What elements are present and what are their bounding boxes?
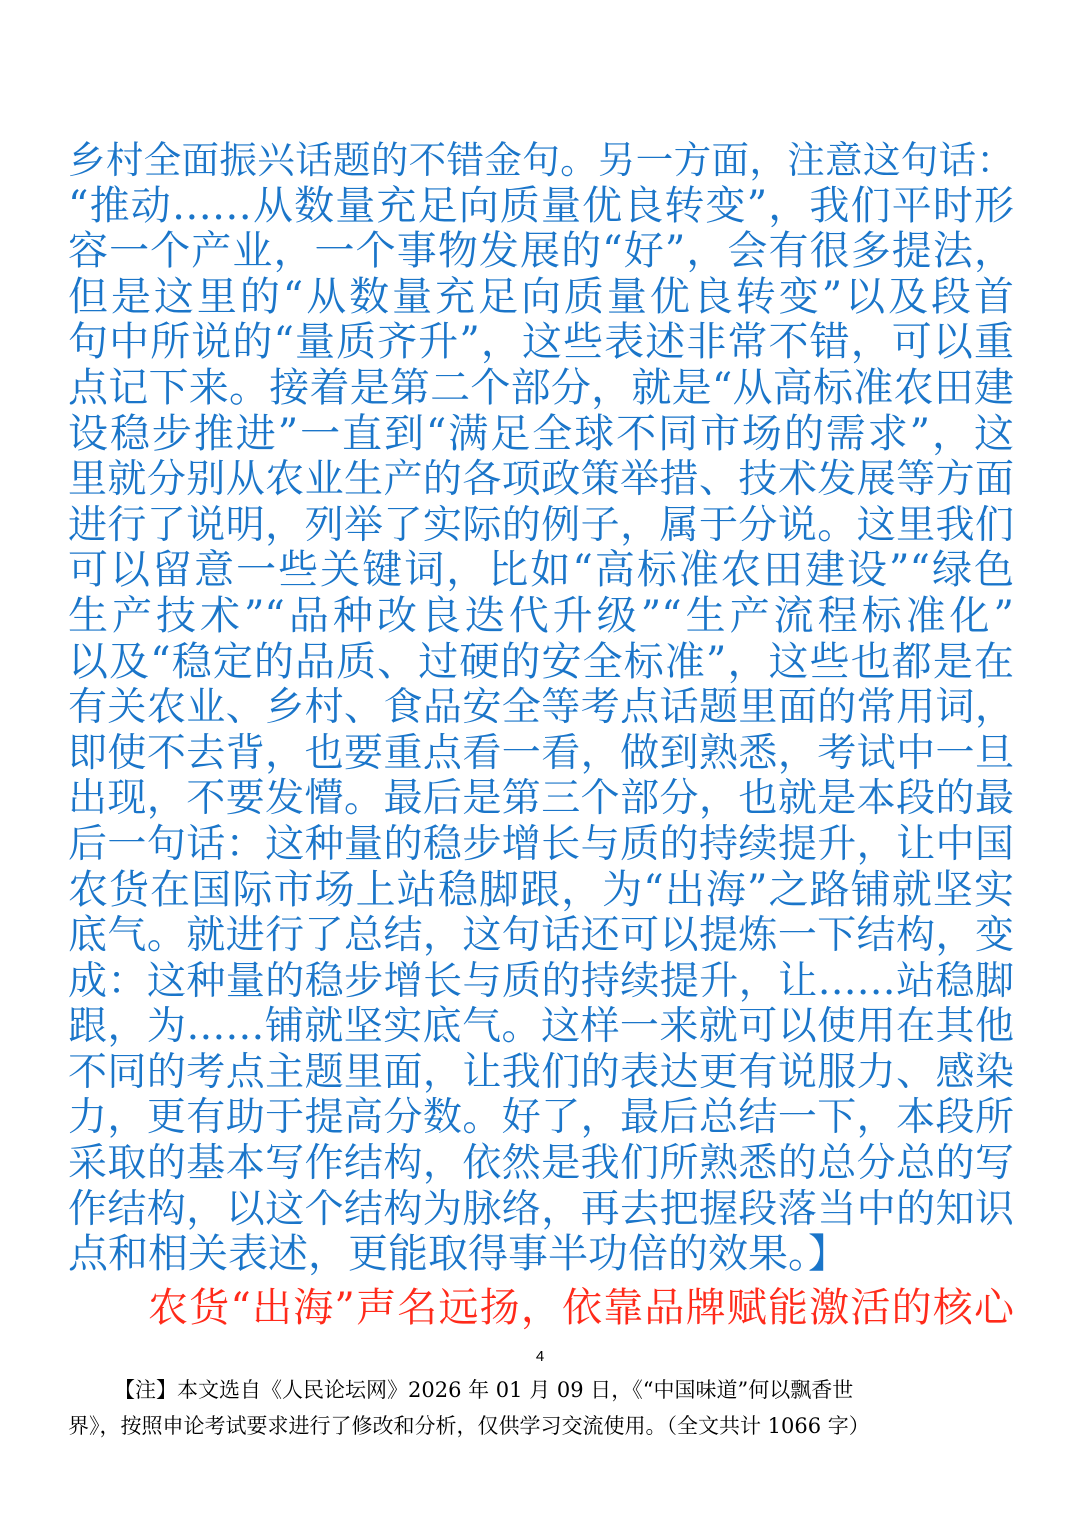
body-line: 出现，不要发懵。最后是第三个部分，也就是本段的最	[68, 776, 1014, 822]
body-line: 点记下来。接着是第二个部分，就是“从高标准农田建	[68, 364, 1014, 411]
body-line: 点和相关表述，更能取得事半功倍的效果。】	[68, 1231, 848, 1278]
body-line: 乡村全面振兴话题的不错金句。另一方面，注意这句话：	[68, 138, 1014, 182]
body-paragraph	[68, 138, 1014, 1278]
body-line: 底气。就进行了总结，这句话还可以提炼一下结构，变	[68, 913, 1014, 959]
body-line: 但是这里的“从数量充足向质量优良转变”以及段首	[68, 273, 1014, 320]
body-line: 作结构，以这个结构为脉络，再去把握段落当中的知识	[68, 1186, 1014, 1232]
note-line: 界》，按照申论考试要求进行了修改和分析，仅供学习交流使用。（全文共计 1066 字）	[68, 1414, 870, 1438]
body-line: 跟，为……铺就坚实底气。这样一来就可以使用在其他	[68, 1004, 1014, 1050]
body-line: 进行了说明，列举了实际的例子，属于分说。这里我们	[68, 502, 1014, 548]
page-number: 4	[535, 1348, 545, 1365]
body-line: 采取的基本写作结构，依然是我们所熟悉的总分总的写	[68, 1141, 1014, 1187]
body-line: 以及“稳定的品质、过硬的安全标准”，这些也都是在	[68, 638, 1014, 685]
note-line: 【注】本文选自《人民论坛网》2026 年 01 月 09 日，《“中国味道”何以飘香世	[114, 1378, 854, 1402]
body-line: 设稳步推进”一直到“满足全球不同市场的需求”，这	[68, 410, 1014, 457]
body-line: 成：这种量的稳步增长与质的持续提升，让……站稳脚	[68, 958, 1014, 1004]
body-line: 里就分别从农业生产的各项政策举措、技术发展等方面	[68, 457, 1014, 503]
body-line: 容一个产业，一个事物发展的“好”，会有很多提法，	[68, 228, 1014, 275]
body-line: 不同的考点主题里面，让我们的表达更有说服力、感染	[68, 1049, 1014, 1095]
body-line: 后一句话：这种量的稳步增长与质的持续提升，让中国	[68, 821, 1014, 867]
body-line: 力，更有助于提高分数。好了，最后总结一下，本段所	[68, 1095, 1014, 1141]
source-note	[68, 1372, 1014, 1444]
body-line: 可以留意一些关键词，比如“高标准农田建设”“绿色	[68, 547, 1014, 594]
section-headline: 农货“出海”声名远扬，依靠品牌赋能激活的核心	[148, 1285, 1014, 1331]
body-line: 即使不去背，也要重点看一看，做到熟悉，考试中一旦	[68, 730, 1014, 776]
body-line: “推动……从数量充足向质量优良转变”，我们平时形	[68, 182, 1014, 229]
body-line: 有关农业、乡村、食品安全等考点话题里面的常用词，	[68, 685, 1014, 731]
body-line: 句中所说的“量质齐升”，这些表述非常不错，可以重	[68, 319, 1014, 366]
body-line: 农货在国际市场上站稳脚跟，为“出海”之路铺就坚实	[68, 866, 1014, 913]
body-line: 生产技术”“品种改良迭代升级”“生产流程标准化”	[68, 592, 1014, 639]
